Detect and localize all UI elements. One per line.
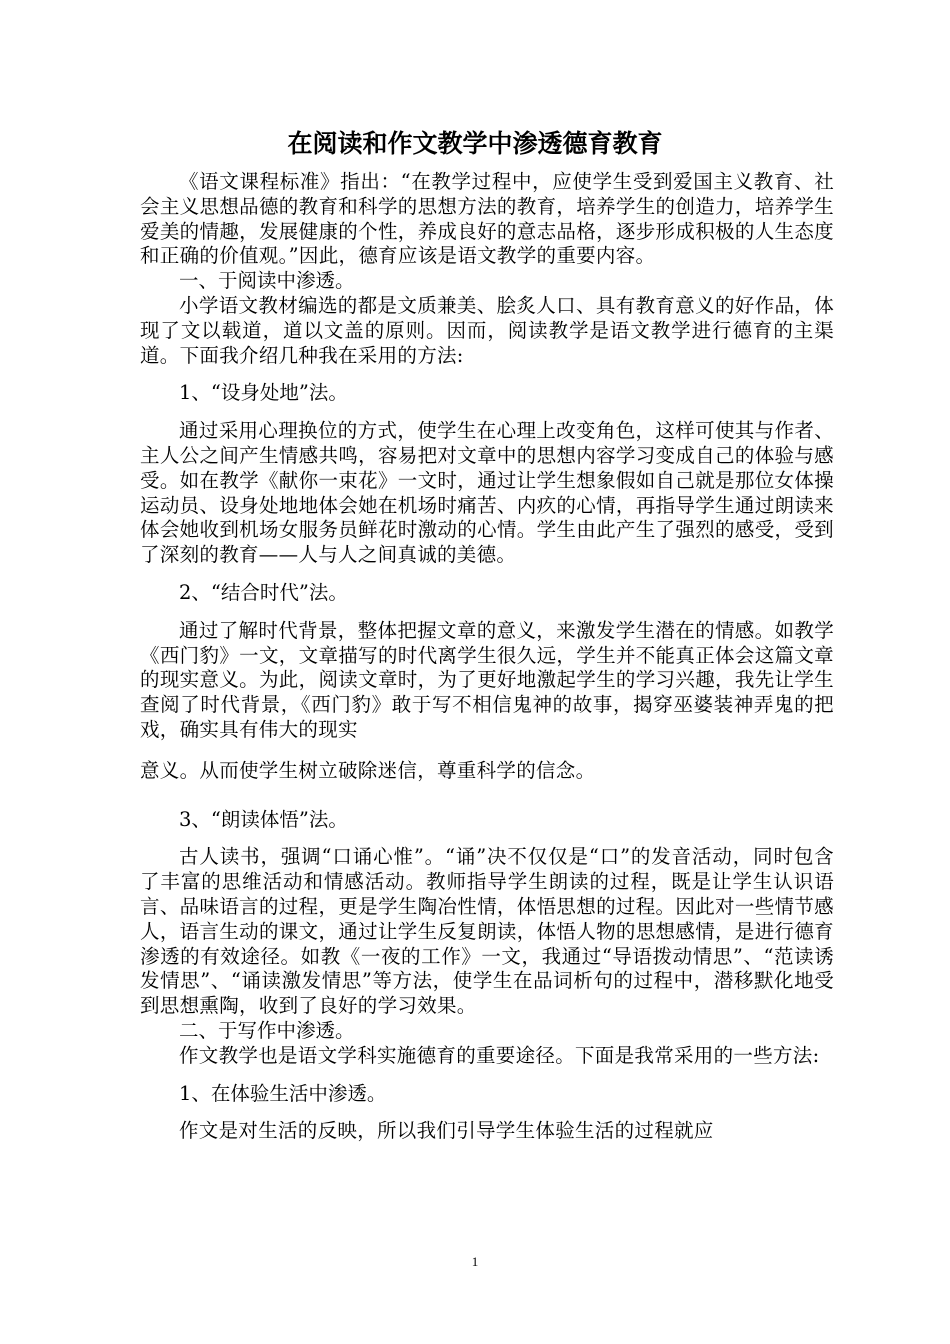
subheading-method-2: 2、“结合时代”法。 [179, 580, 348, 604]
paragraph-method-2: 通过了解时代背景，整体把握文章的意义，来激发学生潜在的情感。如教学《西门豹》一文，文章描写的时代离学生很久远，学生并不能真正体会这篇文章的现实意义。为此，阅读文章时，为了更好地激起学生的学习兴趣，我先让学生查阅了时代背景，《西门豹》敢于写不相信鬼神的故事，揭穿巫婆装神弄鬼的把戏，确实具有伟大的现实 [140, 618, 834, 741]
paragraph-method-2-end: 意义。从而使学生树立破除迷信，尊重科学的信念。 [140, 758, 596, 782]
paragraph-writing-method-1: 作文是对生活的反映，所以我们引导学生体验生活的过程就应 [179, 1119, 714, 1143]
section-heading-reading: 一、于阅读中渗透。 [179, 269, 355, 293]
section-heading-writing: 二、于写作中渗透。 [179, 1018, 355, 1042]
paragraph-intro: 《语文课程标准》指出：“在教学过程中，应使学生受到爱国主义教育、社会主义思想品德的教育和科学的思想方法的教育，培养学生的创造力，培养学生爱美的情趣，发展健康的个性，养成良好的意志品格，逐步形成积极的人生态度和正确的价值观。”因此，德育应该是语文教学的重要内容。 [140, 170, 834, 268]
subheading-method-3: 3、“朗读体悟”法。 [179, 807, 348, 831]
page-number: 1 [471, 1254, 479, 1269]
document-title: 在阅读和作文教学中渗透德育教育 [287, 129, 663, 158]
paragraph-reading-intro: 小学语文教材编选的都是文质兼美、脍炙人口、具有教育意义的好作品，体现了文以载道，道以文盖的原则。因而，阅读教学是语文教学进行德育的主渠道。下面我介绍几种我在采用的方法: [140, 293, 834, 367]
paragraph-method-1: 通过采用心理换位的方式，使学生在心理上改变角色，这样可使其与作者、主人公之间产生情感共鸣，容易把对文章中的思想内容学习变成自己的体验与感受。如在教学《献你一束花》一文时，通过让学生想象假如自己就是那位女体操运动员、设身处地地体会她在机场时痛苦、内疚的心情，再指导学生通过朗读来体会她收到机场女服务员鲜花时激动的心情。学生由此产生了强烈的感受，受到了深刻的教育——人与人之间真诚的美德。 [140, 419, 834, 567]
document-body [140, 170, 834, 1144]
paragraph-method-3: 古人读书，强调“口诵心惟”。“诵”决不仅仅是“口”的发音活动，同时包含了丰富的思维活动和情感活动。教师指导学生朗读的过程，既是让学生认识语言、品味语言的过程，更是学生陶冶性情，体悟思想的过程。因此对一些情节感人，语言生动的课文，通过让学生反复朗读，体悟人物的思想感情，是进行德育渗透的有效途径。如教《一夜的工作》一文，我通过“导语拨动情思”、“范读诱发情思”、“诵读激发情思”等方法，使学生在品词析句的过程中，潜移默化地受到思想熏陶，收到了良好的学习效果。 [140, 845, 834, 1018]
paragraph-writing-intro: 作文教学也是语文学科实施德育的重要途径。下面是我常采用的一些方法: [179, 1043, 820, 1067]
subheading-method-1: 1、“设身处地”法。 [179, 381, 348, 405]
subheading-writing-method-1: 1、在体验生活中渗透。 [179, 1081, 387, 1105]
